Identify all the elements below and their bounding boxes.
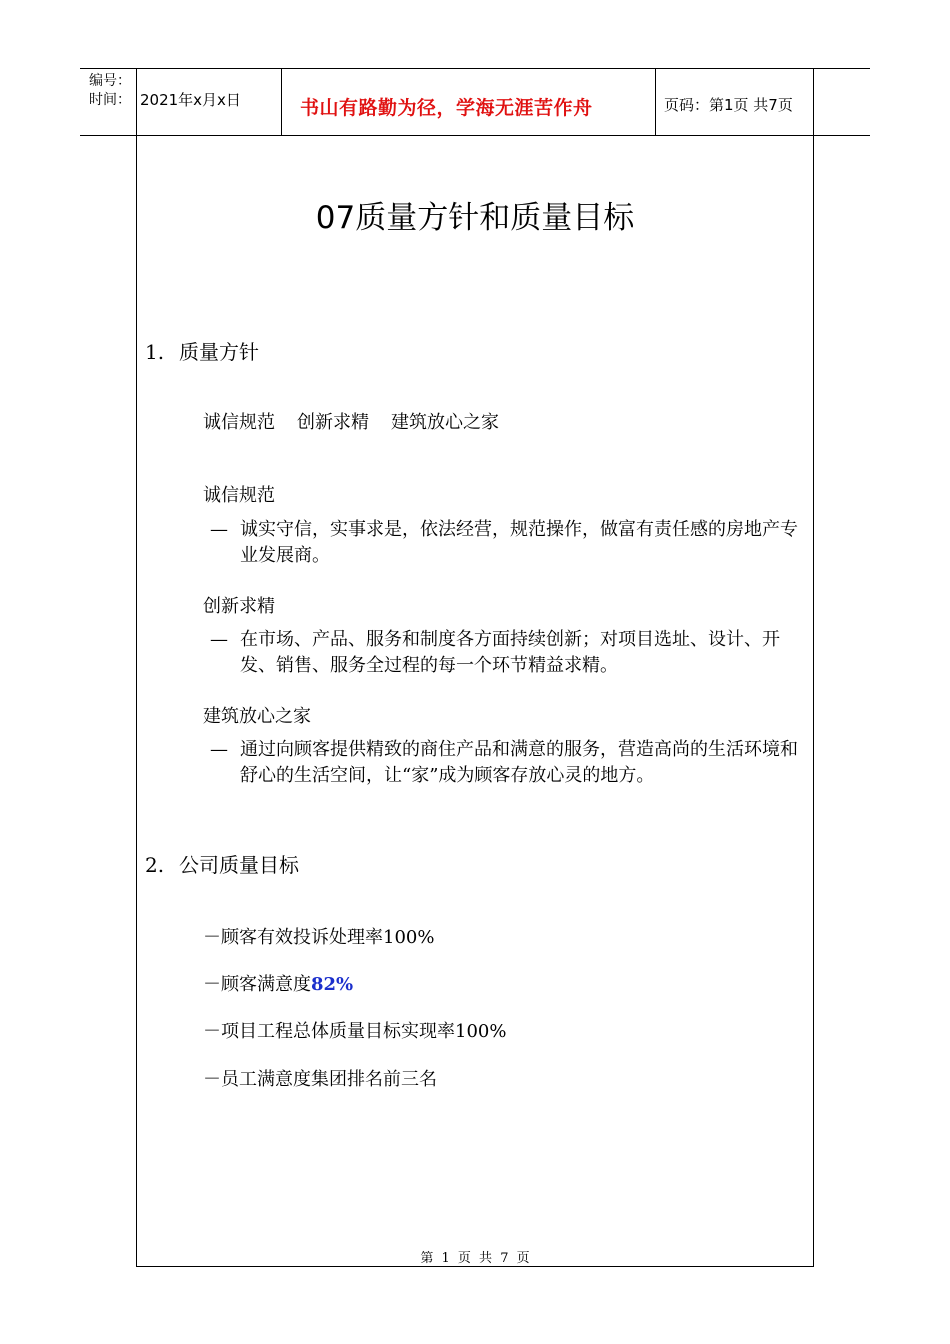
goal-item-2	[203, 970, 353, 996]
goal-item-4: －员工满意度集团排名前三名	[203, 1069, 437, 1090]
page-footer: 第 1 页 共 7 页	[420, 1251, 530, 1266]
policy-item-text: 在市场、产品、服务和制度各方面持续创新；对项目选址、设计、开发、销售、服务全过程的每一个环节精益求精。	[240, 629, 780, 676]
time-label: 时间：	[89, 92, 131, 108]
header-top-rule	[80, 68, 870, 69]
policy-phrase-1: 诚信规范	[203, 412, 275, 433]
policy-phrase-3: 建筑放心之家	[391, 412, 499, 433]
header-divider-4	[813, 68, 814, 136]
header-divider-3	[655, 68, 656, 136]
section2-number: 2.	[145, 853, 165, 877]
page-frame	[136, 135, 814, 1267]
goal-text: －顾客满意度	[203, 974, 311, 995]
policy-item-2	[210, 627, 800, 679]
header-divider-2	[281, 68, 282, 136]
header-divider-1	[136, 68, 137, 136]
header-page-number: 页码：第1页 共7页	[664, 96, 793, 114]
goal-highlight-value: 82%	[311, 974, 354, 995]
policy-subheading-2: 创新求精	[203, 596, 275, 617]
goal-item-1: －顾客有效投诉处理率100%	[203, 927, 435, 948]
dash-marker: —	[210, 629, 228, 650]
header-motto: 书山有路勤为径，学海无涯苦作舟	[300, 97, 593, 119]
section1-number: 1.	[145, 340, 165, 364]
policy-item-text: 通过向顾客提供精致的商住产品和满意的服务，营造高尚的生活环境和舒心的生活空间，让“家”成为顾客存放心灵的地方。	[240, 739, 798, 786]
policy-item-1	[210, 517, 800, 569]
section1-title: 质量方针	[179, 340, 259, 364]
dash-marker: —	[210, 519, 228, 540]
header-date: 2021年x月x日	[140, 91, 241, 109]
number-label: 编号：	[89, 73, 131, 89]
document-title: 07质量方针和质量目标	[315, 200, 635, 236]
policy-summary	[203, 408, 521, 434]
dash-marker: —	[210, 739, 228, 760]
section2-title: 公司质量目标	[179, 853, 299, 877]
section2-heading	[145, 849, 299, 878]
section1-heading	[145, 336, 259, 365]
policy-item-text: 诚实守信，实事求是，依法经营，规范操作，做富有责任感的房地产专业发展商。	[240, 519, 798, 566]
policy-phrase-2: 创新求精	[297, 412, 369, 433]
goal-item-3: －项目工程总体质量目标实现率100%	[203, 1021, 507, 1042]
policy-item-3	[210, 737, 800, 789]
policy-subheading-3: 建筑放心之家	[203, 706, 311, 727]
policy-subheading-1: 诚信规范	[203, 485, 275, 506]
